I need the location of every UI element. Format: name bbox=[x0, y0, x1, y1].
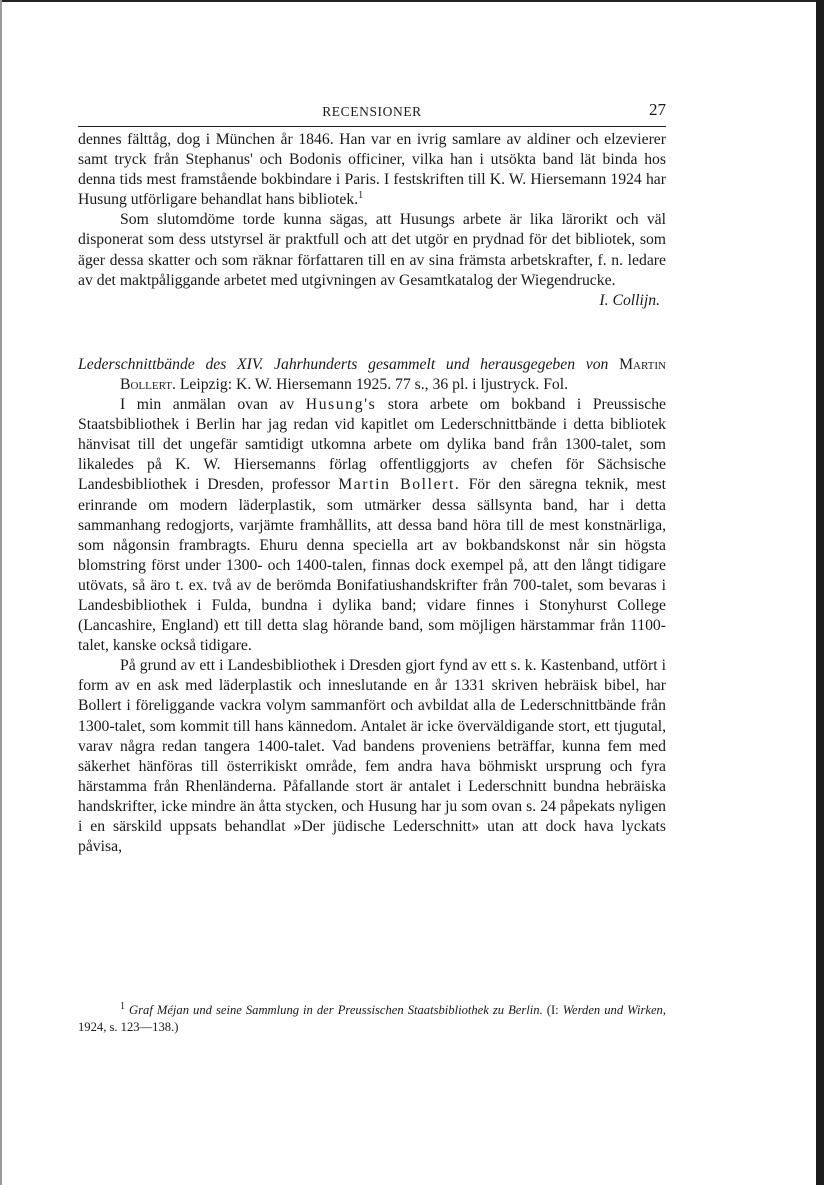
review1-paragraph-1 bbox=[78, 130, 666, 210]
review2-paragraph-1 bbox=[78, 395, 666, 656]
page-body bbox=[78, 130, 666, 857]
page-number: 27 bbox=[649, 100, 666, 119]
review1-paragraph-2: Som slutomdöme torde kunna sägas, att Husungs arbete är lika lärorikt och väl disponerat som dess utstyrsel är praktfull och att det utgör en prydnad för det bibliotek, som äger dessa skatter och som räknar författaren till en av sina främsta arbetskrafter, f. n. ledare av det maktpåliggande arbetet med utgivningen av Gesamtkatalog der Wiegendrucke. bbox=[78, 211, 666, 289]
review2-bibliographic-entry bbox=[78, 355, 666, 395]
footnote-reference: 1 bbox=[358, 190, 364, 202]
page-header bbox=[78, 100, 666, 127]
section-gap bbox=[78, 311, 666, 355]
footnote-source: Werden und Wirken, bbox=[562, 1003, 666, 1017]
review2-author: Martin Bollert. bbox=[120, 355, 666, 393]
scan-border-right bbox=[816, 0, 824, 1185]
footnote-prefix: (I: bbox=[546, 1003, 559, 1017]
review2-p1-text-c: För den säregna teknik, mest erinrande om modern läderplastik, som utmärker dessa sällsynta band, har i detta sammanhang redogjorts, varjämte framhållits, att dessa band höra till de mest konstnärliga, som någonsin frambragts. Ehuru denna speciella art av bokbandskonst når sin högsta blomstring först under 1300- och 1400-talen, finnas dock exempel på, att den långt tidigare utövats, så äro t. ex. två av de berömda Bonifatiushandskrifter från 700-talet, som bevaras i Landesbibliothek i Fulda, bundna i dylika band; vidare finnes i Stonyhurst College (Lancashire, England) ett till detta slag hörande band, som möjligen härstammar från 1100-talet, kanske också tidigare. bbox=[78, 476, 666, 655]
review2-p1-spaced-name-1: Husung's bbox=[305, 396, 377, 414]
review2-paragraph-2: På grund av ett i Landesbibliothek i Dresden gjort fynd av ett s. k. Kastenband, utfört i form av en ask med läderplastik och inneslutande en år 1331 skriven hebräisk bibel, har Bollert i föreliggande vackra volym sammanfört och avbildat alla de Lederschnittbände från 1300-talet, som kommit till hans kännedom. Antalet är icke överväldigande stort, ett tjugutal, varav några redan tangera 1400-talet. Vad bandens proveniens beträffar, kunna fem med säkerhet hänföras till österrikiskt område, fem andra hava böhmiskt ursprung och fyra härstamma från Rhenländerna. Påfallande stort är antalet i Lederschnitt bundna hebräiska handskrifter, icke mindre än åtta stycken, och Husung har ju som ovan s. 24 påpekats nyligen i en särskild uppsats behandlat »Der jüdische Lederschnitt» utan att dock hava lyckats påvisa, bbox=[78, 657, 666, 856]
review1-signature: I. Collijn. bbox=[599, 291, 660, 309]
footnote-rest: 1924, s. 123—138.) bbox=[78, 1020, 179, 1034]
review2-p1-text-b: stora arbete om bokband i Preussische Staatsbibliothek i Berlin har jag redan vid kapitlet om Lederschnittbände i detta bibliotek hänvisat till det ungefär samtidigt utkomna arbete om dylika band från 1300-talet, som likaledes på K. W. Hiersemanns förlag offentliggjorts av chefen för Sächsische Landesbibliothek i Dresden, professor bbox=[78, 396, 667, 494]
scan-border-left bbox=[0, 0, 2, 1185]
review2-p1-spaced-name-2: Martin Bollert. bbox=[338, 476, 461, 494]
footnote-line bbox=[78, 1002, 666, 1036]
footnote bbox=[78, 1002, 666, 1036]
footnote-marker: 1 bbox=[120, 1000, 125, 1012]
review1-p1-text: dennes fälttåg, dog i München år 1846. Han var en ivrig samlare av aldiner och elzevierer samt tryck från Stephanus' och Bodonis officiner, vilka han i utsökta band lät binda hos denna tids mest framstående bokbindare i Paris. I festskriften till K. W. Hiersemann 1924 har Husung utförligare behandlat hans bibliotek. bbox=[78, 131, 666, 209]
review2-p1-text-a: I min anmälan ovan av bbox=[120, 396, 295, 414]
footnote-title: Graf Méjan und seine Sammlung in der Preussischen Staatsbibliothek zu Berlin. bbox=[129, 1003, 543, 1017]
scan-border-top bbox=[0, 0, 824, 2]
review2-publication: Leipzig: K. W. Hiersemann 1925. 77 s., 36 pl. i ljustryck. Fol. bbox=[179, 375, 569, 393]
review2-title: Lederschnittbände des XIV. Jahrhunderts gesammelt und herausgegeben von bbox=[78, 355, 609, 373]
running-head: RECENSIONER bbox=[322, 104, 422, 119]
